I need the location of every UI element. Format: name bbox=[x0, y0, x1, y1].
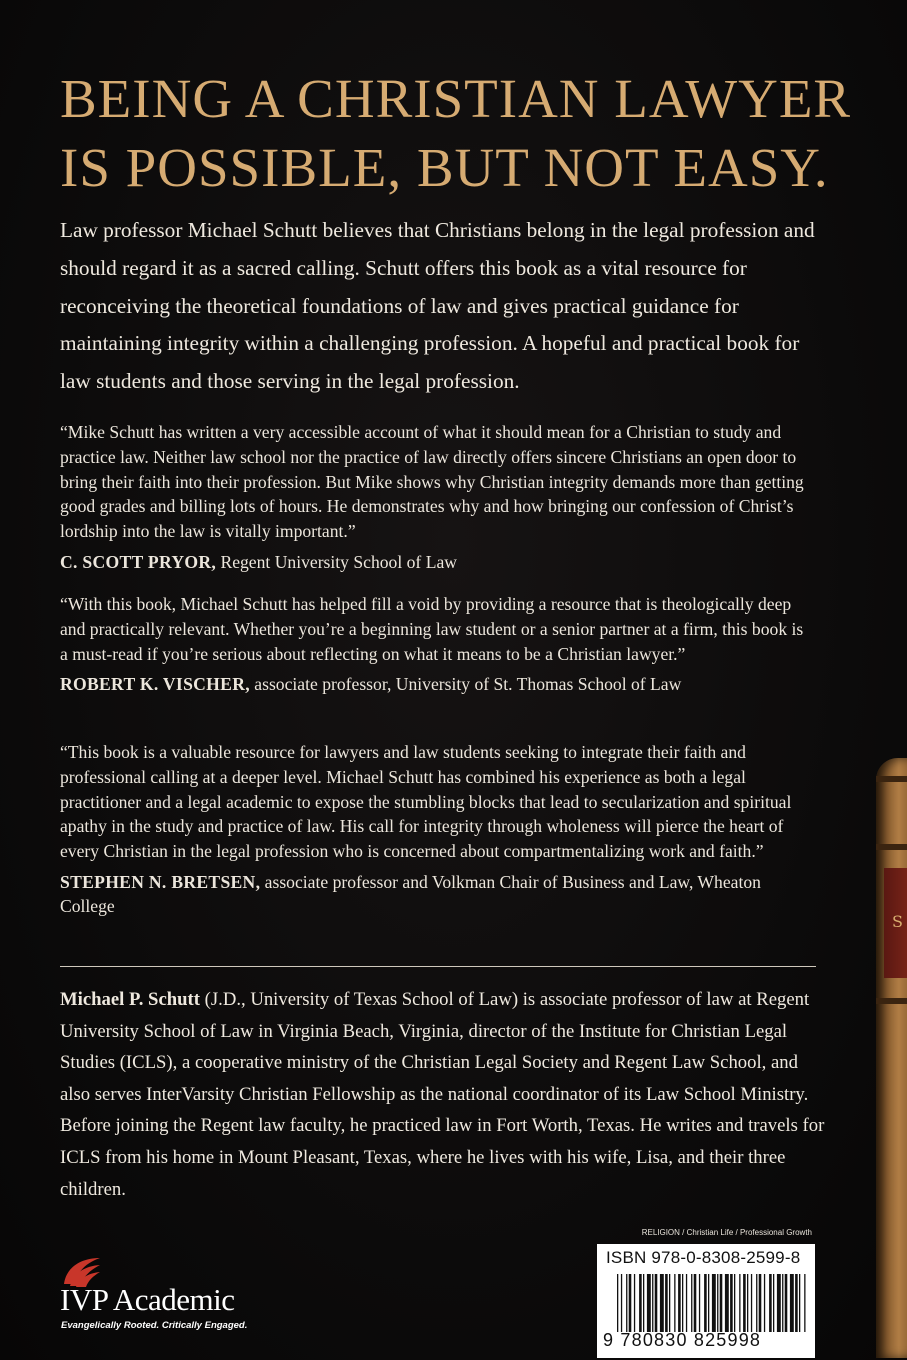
spine-band bbox=[876, 776, 907, 782]
author-bio-text: (J.D., University of Texas School of Law) is associate professor of law at Regent University School of Law in Virginia Beach, Virginia, director of the Institute for Christian Legal Studies (ICLS), a cooperative ministry of the Christian Legal Society and Regent Law School, and also serves InterVarsity Christian Fellowship as the national coordinator of its Law School Ministry. Before joining the Regent law faculty, he practiced law in Fort Worth, Texas. He writes and travels for ICLS from his home in Mount Pleasant, Texas, where he lives with his wife, Lisa, and their three children. bbox=[60, 989, 825, 1200]
section-divider bbox=[60, 966, 816, 967]
endorser-name: STEPHEN N. BRETSEN, bbox=[60, 871, 261, 892]
endorsement-attribution bbox=[60, 550, 805, 574]
endorser-affiliation: associate professor, University of St. Thomas School of Law bbox=[249, 674, 682, 695]
endorsement-attribution bbox=[60, 870, 805, 918]
spine-label bbox=[884, 868, 907, 978]
endorser-affiliation: associate professor and Volkman Chair of Business and Law, Wheaton College bbox=[60, 871, 761, 916]
publisher-name: IVP Academic bbox=[60, 1282, 235, 1317]
intro-paragraph: Law professor Michael Schutt believes that Christians belong in the legal profession and should regard it as a sacred calling. Schutt offers this book as a vital resource for reconceiving the theoretical foundations of law and gives practical guidance for maintaining integrity within a challenging profession. A hopeful and practical book for law students and those serving in the legal profession. bbox=[60, 218, 815, 394]
headline bbox=[60, 64, 860, 202]
author-name: Michael P. Schutt bbox=[60, 989, 200, 1010]
endorsement-attribution bbox=[60, 672, 805, 696]
bisac-category: RELIGION / Christian Life / Professional Growth bbox=[641, 1228, 812, 1237]
endorsement-2 bbox=[60, 592, 805, 696]
spine-band bbox=[876, 844, 907, 850]
endorsement-quote: “With this book, Michael Schutt has helped fill a void by providing a resource that is theologically deep and practically relevant. Whether you’re a beginning law student or a senior partner at a firm, this book is a must-read if you’re serious about reflecting on what it means to be a Christian lawyer.” bbox=[60, 594, 804, 664]
endorser-name: C. SCOTT PRYOR, bbox=[60, 551, 217, 572]
leather-book-image bbox=[876, 758, 907, 1358]
isbn-barcode bbox=[597, 1244, 815, 1358]
headline-line-1: BEING A CHRISTIAN LAWYER bbox=[60, 68, 852, 129]
endorsement-quote: “Mike Schutt has written a very accessible account of what it should mean for a Christian to study and practice law. Neither law school nor the practice of law directly offers sincere Christians an open door to bring their faith into their profession. But Mike shows why Christian integrity demands more than getting good grades and billing lots of hours. He demonstrates why and how bringing our confession of Christ’s lordship into the law is vitally important.” bbox=[60, 422, 804, 542]
publisher-tagline: Evangelically Rooted. Critically Engaged. bbox=[61, 1320, 248, 1331]
publisher-logo bbox=[60, 1254, 260, 1344]
author-bio bbox=[60, 984, 830, 1205]
spine-band bbox=[876, 998, 907, 1004]
endorsement-3 bbox=[60, 740, 805, 918]
spine-letter: S bbox=[892, 912, 903, 931]
barcode-bars bbox=[617, 1274, 807, 1332]
headline-line-2: IS POSSIBLE, BUT NOT EASY. bbox=[60, 137, 829, 198]
endorsement-quote: “This book is a valuable resource for lawyers and law students seeking to integrate their faith and professional calling at a deeper level. Michael Schutt has combined his experience as both a legal practitioner and a legal academic to expose the stumbling blocks that lead to secularization and spiritual apathy in the study and practice of law. His call for integrity through wholeness will pierce the heart of every Christian in the legal profession who is concerned about compartmentalizing work and faith.” bbox=[60, 742, 792, 862]
endorser-name: ROBERT K. VISCHER, bbox=[60, 674, 250, 695]
endorsement-1 bbox=[60, 420, 805, 574]
endorser-affiliation: Regent University School of Law bbox=[216, 551, 457, 572]
isbn-label: ISBN 978-0-8308-2599-8 bbox=[606, 1248, 801, 1267]
ean-digits: 9 780830 825998 bbox=[603, 1330, 762, 1350]
